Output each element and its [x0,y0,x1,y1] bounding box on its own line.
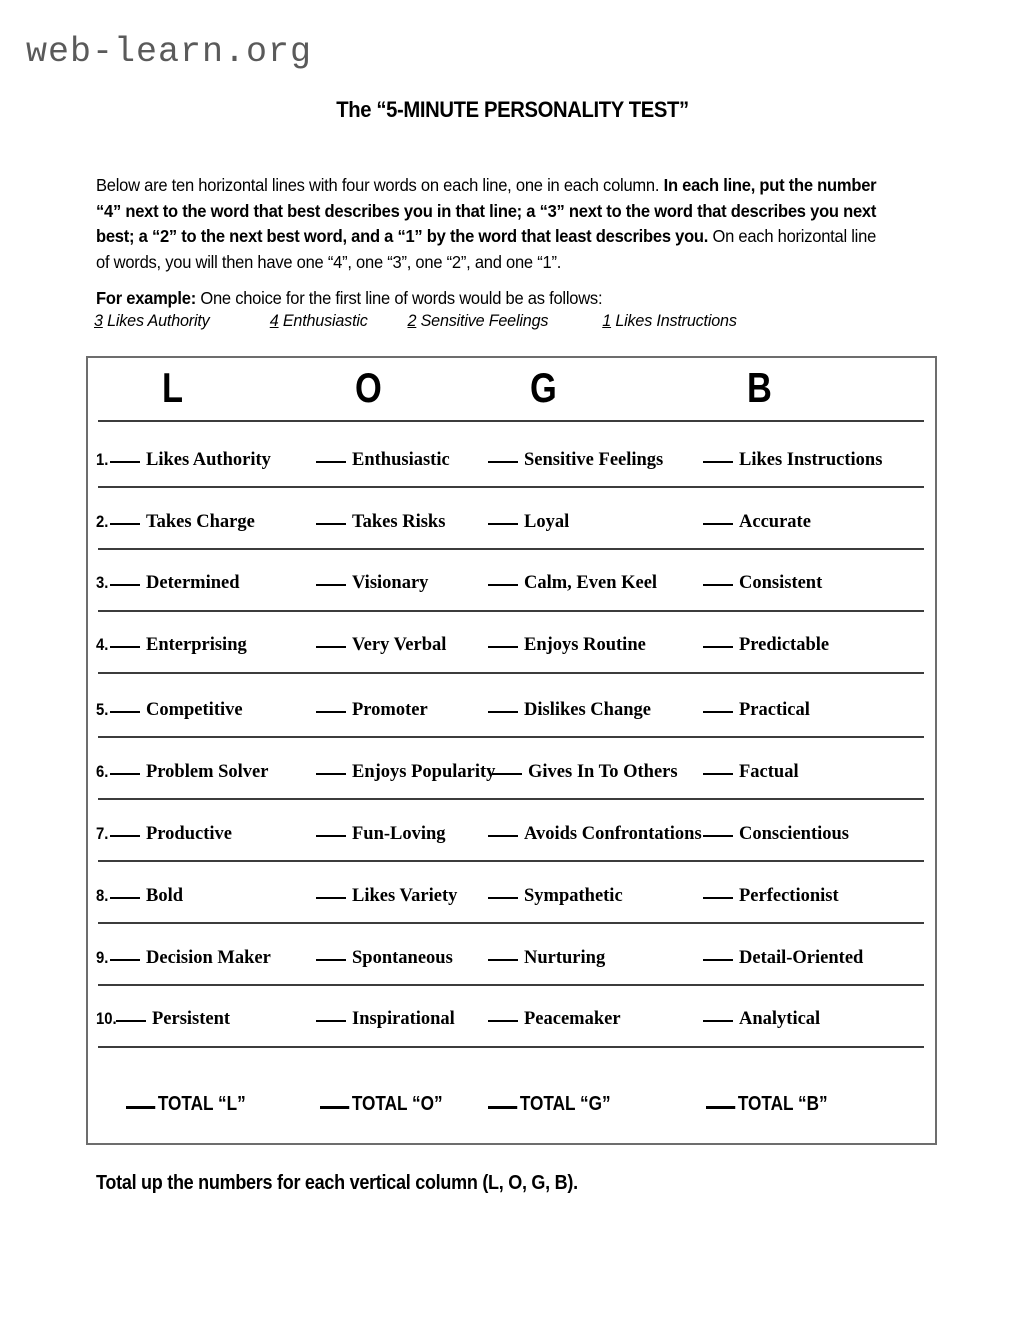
score-blank-input[interactable] [316,584,346,586]
answer-word: Bold [146,886,184,906]
intro-paragraph [96,173,886,275]
example-answer-number: 3 [94,311,103,330]
row-number: 1. [96,451,109,469]
answer-word: Practical [739,700,810,720]
answer-cell[interactable] [316,573,428,594]
total-cell[interactable] [126,1093,246,1116]
score-blank-input[interactable] [116,1020,146,1022]
total-cell[interactable] [488,1093,611,1116]
answer-word: Enthusiastic [352,450,450,470]
answer-word: Competitive [146,700,243,720]
answer-cell[interactable] [703,762,799,783]
answer-word: Predictable [739,635,830,655]
answer-cell[interactable] [316,824,446,845]
table-row [88,886,939,916]
score-blank-input[interactable] [488,461,518,463]
answer-cell[interactable] [110,948,271,969]
score-blank-input[interactable] [488,835,518,837]
column-header-g: G [530,364,557,411]
score-blank-input[interactable] [316,1020,346,1022]
answer-word: Factual [739,762,799,782]
answer-word: Spontaneous [352,948,453,968]
answer-cell[interactable] [110,700,243,721]
answer-word: Likes Variety [352,886,458,906]
score-blank-input[interactable] [110,584,140,586]
answer-word: Enterprising [146,635,247,655]
total-label: TOTAL “O” [351,1093,443,1115]
header-divider [98,420,924,422]
table-row [88,573,939,603]
score-blank-input[interactable] [110,711,140,713]
answer-cell[interactable] [110,762,268,783]
table-row [88,512,939,542]
answer-cell[interactable] [316,700,428,721]
answer-word: Nurturing [524,948,606,968]
total-blank-input[interactable] [126,1106,155,1109]
answer-word: Enjoys Popularity [352,762,496,782]
answer-cell[interactable] [316,762,495,783]
answer-cell[interactable] [488,948,605,969]
score-blank-input[interactable] [316,646,346,648]
answer-word: Conscientious [739,824,849,844]
answer-word: Consistent [739,573,823,593]
answer-cell[interactable] [488,1009,621,1030]
example-answer-number: 4 [269,311,279,330]
answer-word: Analytical [739,1009,821,1029]
answer-cell[interactable] [110,886,183,907]
score-blank-input[interactable] [488,584,518,586]
answer-cell[interactable] [316,886,457,907]
row-number: 6. [96,763,109,781]
row-number: 10. [96,1010,117,1028]
example-answer-item [94,311,210,331]
answer-word: Gives In To Others [528,762,678,782]
example-answer-number: 2 [407,311,417,330]
answer-cell[interactable] [703,450,882,471]
score-blank-input[interactable] [703,773,733,775]
column-header-o: O [355,364,382,411]
answer-cell[interactable] [488,886,623,907]
row-divider [98,486,924,488]
row-number: 2. [96,513,109,531]
example-description: One choice for the first line of words would be as follows: [195,288,603,308]
example-answer-item [602,311,736,331]
site-logo: web-learn.org [26,32,313,72]
table-row [88,635,939,665]
answer-cell[interactable] [703,886,839,907]
row-number: 7. [96,825,109,843]
score-blank-input[interactable] [110,835,140,837]
answer-word: Takes Risks [352,512,446,532]
answer-word: Loyal [524,512,570,532]
answer-cell[interactable] [703,635,829,656]
table-row [88,948,939,978]
score-blank-input[interactable] [316,523,346,525]
answer-word: Productive [146,824,232,844]
example-label: For example: [96,288,196,308]
answer-cell[interactable] [316,450,450,471]
row-number: 3. [96,574,109,592]
example-answer-number: 1 [602,311,612,330]
answer-cell[interactable] [492,762,678,783]
answer-cell[interactable] [488,573,657,594]
table-row [88,1009,939,1039]
answer-word: Likes Authority [146,450,271,470]
table-row [88,762,939,792]
score-blank-input[interactable] [703,959,733,961]
intro-text-part3: On each horizontal line of words, you will then have one “4”, one “3”, one “2”, and one “1”. [96,226,877,272]
answer-word: Inspirational [352,1009,455,1029]
answer-word: Enjoys Routine [524,635,646,655]
example-answer-word: Likes Authority [102,311,210,330]
column-header-b: B [747,364,772,411]
answer-word: Calm, Even Keel [524,573,658,593]
score-blank-input[interactable] [488,959,518,961]
score-blank-input[interactable] [316,835,346,837]
example-answer-item [408,311,549,331]
score-blank-input[interactable] [110,773,140,775]
total-blank-input[interactable] [706,1106,735,1109]
answer-word: Takes Charge [146,512,255,532]
answer-cell[interactable] [703,573,822,594]
answer-word: Sympathetic [524,886,623,906]
answer-cell[interactable] [703,1009,820,1030]
row-number: 4. [96,636,109,654]
answer-word: Persistent [152,1009,231,1029]
table-row [88,450,939,480]
answer-word: Accurate [739,512,811,532]
answer-cell[interactable] [488,824,702,845]
answer-word: Very Verbal [352,635,447,655]
example-answer-item [270,311,368,331]
score-blank-input[interactable] [316,773,346,775]
row-divider [98,860,924,862]
answer-cell[interactable] [316,1009,455,1030]
score-blank-input[interactable] [488,1020,518,1022]
score-blank-input[interactable] [110,959,140,961]
answer-cell[interactable] [488,700,651,721]
score-blank-input[interactable] [316,959,346,961]
row-divider [98,798,924,800]
example-answer-word: Likes Instructions [611,311,737,330]
answer-cell[interactable] [116,1009,230,1030]
row-number: 5. [96,701,109,719]
score-blank-input[interactable] [110,646,140,648]
example-answer-word: Enthusiastic [278,311,368,330]
score-blank-input[interactable] [703,646,733,648]
row-divider [98,1046,924,1048]
answer-cell[interactable] [110,635,247,656]
row-number: 9. [96,949,109,967]
total-label: TOTAL “L” [157,1093,246,1115]
answer-word: Dislikes Change [524,700,651,720]
answer-word: Problem Solver [146,762,269,782]
answer-word: Determined [146,573,240,593]
answer-cell[interactable] [488,450,663,471]
example-heading [96,288,602,309]
total-label: TOTAL “B” [737,1093,828,1115]
answer-cell[interactable] [316,948,453,969]
row-number: 8. [96,887,109,905]
answer-word: Perfectionist [739,886,839,906]
score-blank-input[interactable] [110,523,140,525]
score-blank-input[interactable] [703,584,733,586]
answer-cell[interactable] [488,512,569,533]
table-row [88,824,939,854]
score-blank-input[interactable] [488,711,518,713]
score-blank-input[interactable] [110,461,140,463]
total-blank-input[interactable] [320,1106,349,1109]
row-divider [98,672,924,674]
total-label: TOTAL “G” [519,1093,611,1115]
answer-word: Decision Maker [146,948,271,968]
score-blank-input[interactable] [316,711,346,713]
answer-word: Sensitive Feelings [524,450,664,470]
example-answer-row [94,311,892,335]
answer-word: Peacemaker [524,1009,621,1029]
total-blank-input[interactable] [488,1106,517,1109]
row-divider [98,922,924,924]
example-answer-word: Sensitive Feelings [416,311,549,330]
score-blank-input[interactable] [703,461,733,463]
answer-cell[interactable] [110,824,232,845]
personality-test-table [86,356,937,1145]
answer-cell[interactable] [703,948,863,969]
answer-cell[interactable] [488,635,646,656]
answer-word: Likes Instructions [739,450,883,470]
answer-word: Detail-Oriented [739,948,864,968]
answer-cell[interactable] [703,700,810,721]
total-cell[interactable] [320,1093,443,1116]
answer-cell[interactable] [703,824,849,845]
total-cell[interactable] [706,1093,828,1116]
totals-row [88,1093,939,1125]
score-blank-input[interactable] [703,835,733,837]
footer-instruction: Total up the numbers for each vertical column (L, O, G, B). [96,1172,578,1194]
answer-word: Avoids Confrontations [524,824,702,844]
row-divider [98,984,924,986]
table-row [88,700,939,730]
row-divider [98,548,924,550]
intro-text-part2: In each line, put the number “4” next to the word that best describes you in that line; a “3” next to the word that describes you next best; a “2” to the next best word, and a “1” by the word that least describes you. [96,175,877,246]
answer-word: Fun-Loving [352,824,446,844]
answer-cell[interactable] [110,450,271,471]
score-blank-input[interactable] [488,897,518,899]
score-blank-input[interactable] [488,646,518,648]
answer-word: Promoter [352,700,428,720]
answer-cell[interactable] [110,573,240,594]
score-blank-input[interactable] [488,523,518,525]
answer-cell[interactable] [110,512,255,533]
row-divider [98,610,924,612]
row-divider [98,736,924,738]
score-blank-input[interactable] [703,711,733,713]
score-blank-input[interactable] [703,1020,733,1022]
answer-cell[interactable] [703,512,811,533]
score-blank-input[interactable] [703,897,733,899]
answer-cell[interactable] [316,635,446,656]
answer-word: Visionary [352,573,429,593]
score-blank-input[interactable] [316,461,346,463]
page-title: The “5-MINUTE PERSONALITY TEST” [336,97,689,122]
column-header-l: L [162,364,184,411]
column-header-row [88,358,939,418]
score-blank-input[interactable] [492,773,522,775]
intro-text-part1: Below are ten horizontal lines with four words on each line, one in each column. [96,175,664,195]
score-blank-input[interactable] [110,897,140,899]
score-blank-input[interactable] [316,897,346,899]
answer-cell[interactable] [316,512,445,533]
score-blank-input[interactable] [703,523,733,525]
